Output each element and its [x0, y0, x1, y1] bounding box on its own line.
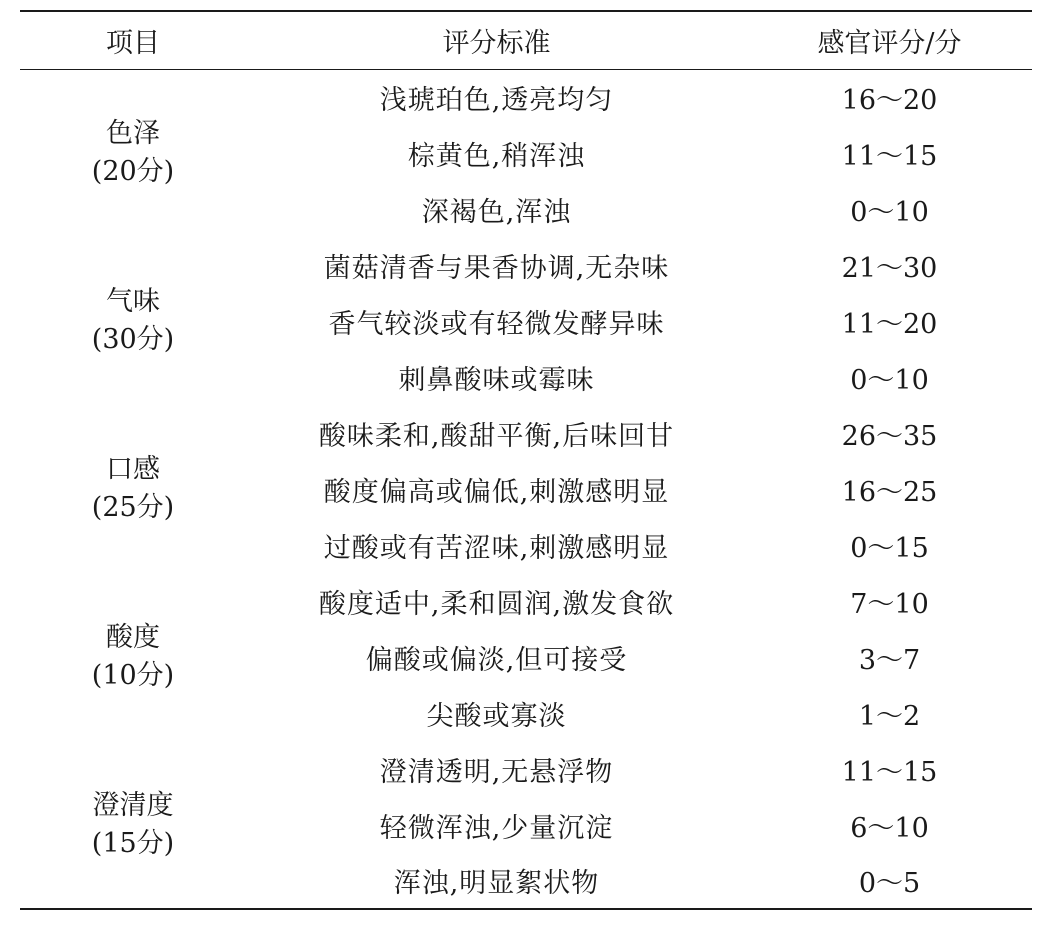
- score-cell: 0～5: [747, 853, 1032, 909]
- category-cell: [20, 237, 246, 405]
- table-header: [20, 11, 1032, 69]
- category-name: 口感: [106, 454, 160, 485]
- table-row: [20, 573, 1032, 629]
- header-row: [20, 11, 1032, 69]
- category-points: (30分): [91, 324, 175, 355]
- criterion-cell: 尖酸或寡淡: [426, 700, 567, 732]
- table-row: [20, 69, 1032, 125]
- criterion-cell: 菌菇清香与果香协调,无杂味: [323, 252, 670, 284]
- sensory-evaluation-table-container: [20, 10, 1032, 910]
- criterion-cell: 澄清透明,无悬浮物: [379, 756, 614, 788]
- score-cell: 3～7: [858, 644, 921, 676]
- category-cell: [20, 405, 246, 573]
- score-cell: 11～15: [841, 756, 938, 788]
- criterion-cell: 轻微浑浊,少量沉淀: [379, 812, 614, 844]
- criterion-cell: 偏酸或偏淡,但可接受: [365, 644, 628, 676]
- category-name: 气味: [106, 286, 160, 317]
- criterion-cell: 酸度偏高或偏低,刺激感明显: [323, 476, 670, 508]
- score-cell: 21～30: [841, 252, 938, 284]
- table-row: [20, 237, 1032, 293]
- header-criteria: 评分标准: [246, 11, 747, 69]
- criterion-cell: 香气较淡或有轻微发酵异味: [328, 308, 665, 340]
- score-cell: 0～10: [850, 364, 929, 396]
- sensory-evaluation-table: [20, 10, 1032, 910]
- score-cell: 6～10: [850, 812, 929, 844]
- table-row: [20, 405, 1032, 461]
- category-name: 酸度: [106, 622, 160, 653]
- criterion-cell: 浑浊,明显絮状物: [246, 853, 747, 909]
- category-points: (20分): [91, 156, 175, 188]
- score-cell: 26～35: [841, 420, 938, 452]
- category-name: 澄清度: [92, 789, 174, 821]
- criterion-cell: 浅琥珀色,透亮均匀: [379, 84, 614, 116]
- table-row: [20, 741, 1032, 797]
- criterion-cell: 酸度适中,柔和圆润,激发食欲: [318, 588, 675, 620]
- header-item: 项目: [20, 11, 246, 69]
- category-cell: [20, 741, 246, 909]
- score-cell: 7～10: [850, 588, 929, 620]
- score-cell: 0～10: [850, 196, 929, 228]
- score-cell: 0～15: [850, 532, 929, 564]
- score-cell: 16～25: [841, 476, 938, 508]
- category-points: (25分): [91, 492, 175, 523]
- category-points: (10分): [91, 660, 175, 691]
- header-score: 感官评分/分: [747, 11, 1032, 69]
- table-body: [20, 69, 1032, 909]
- criterion-cell: 过酸或有苦涩味,刺激感明显: [323, 532, 670, 564]
- category-cell: [20, 573, 246, 741]
- score-cell: 1～2: [858, 700, 921, 732]
- criterion-cell: 酸味柔和,酸甜平衡,后味回甘: [318, 420, 675, 452]
- category-points: (15分): [91, 827, 175, 859]
- score-cell: 11～20: [841, 308, 938, 340]
- criterion-cell: 棕黄色,稍浑浊: [407, 140, 586, 172]
- criterion-cell: 深褐色,浑浊: [421, 196, 572, 228]
- criterion-cell: 刺鼻酸味或霉味: [398, 364, 595, 396]
- score-cell: 11～15: [841, 140, 938, 172]
- category-cell: [20, 69, 246, 237]
- category-name: 色泽: [106, 118, 160, 150]
- score-cell: 16～20: [841, 84, 938, 116]
